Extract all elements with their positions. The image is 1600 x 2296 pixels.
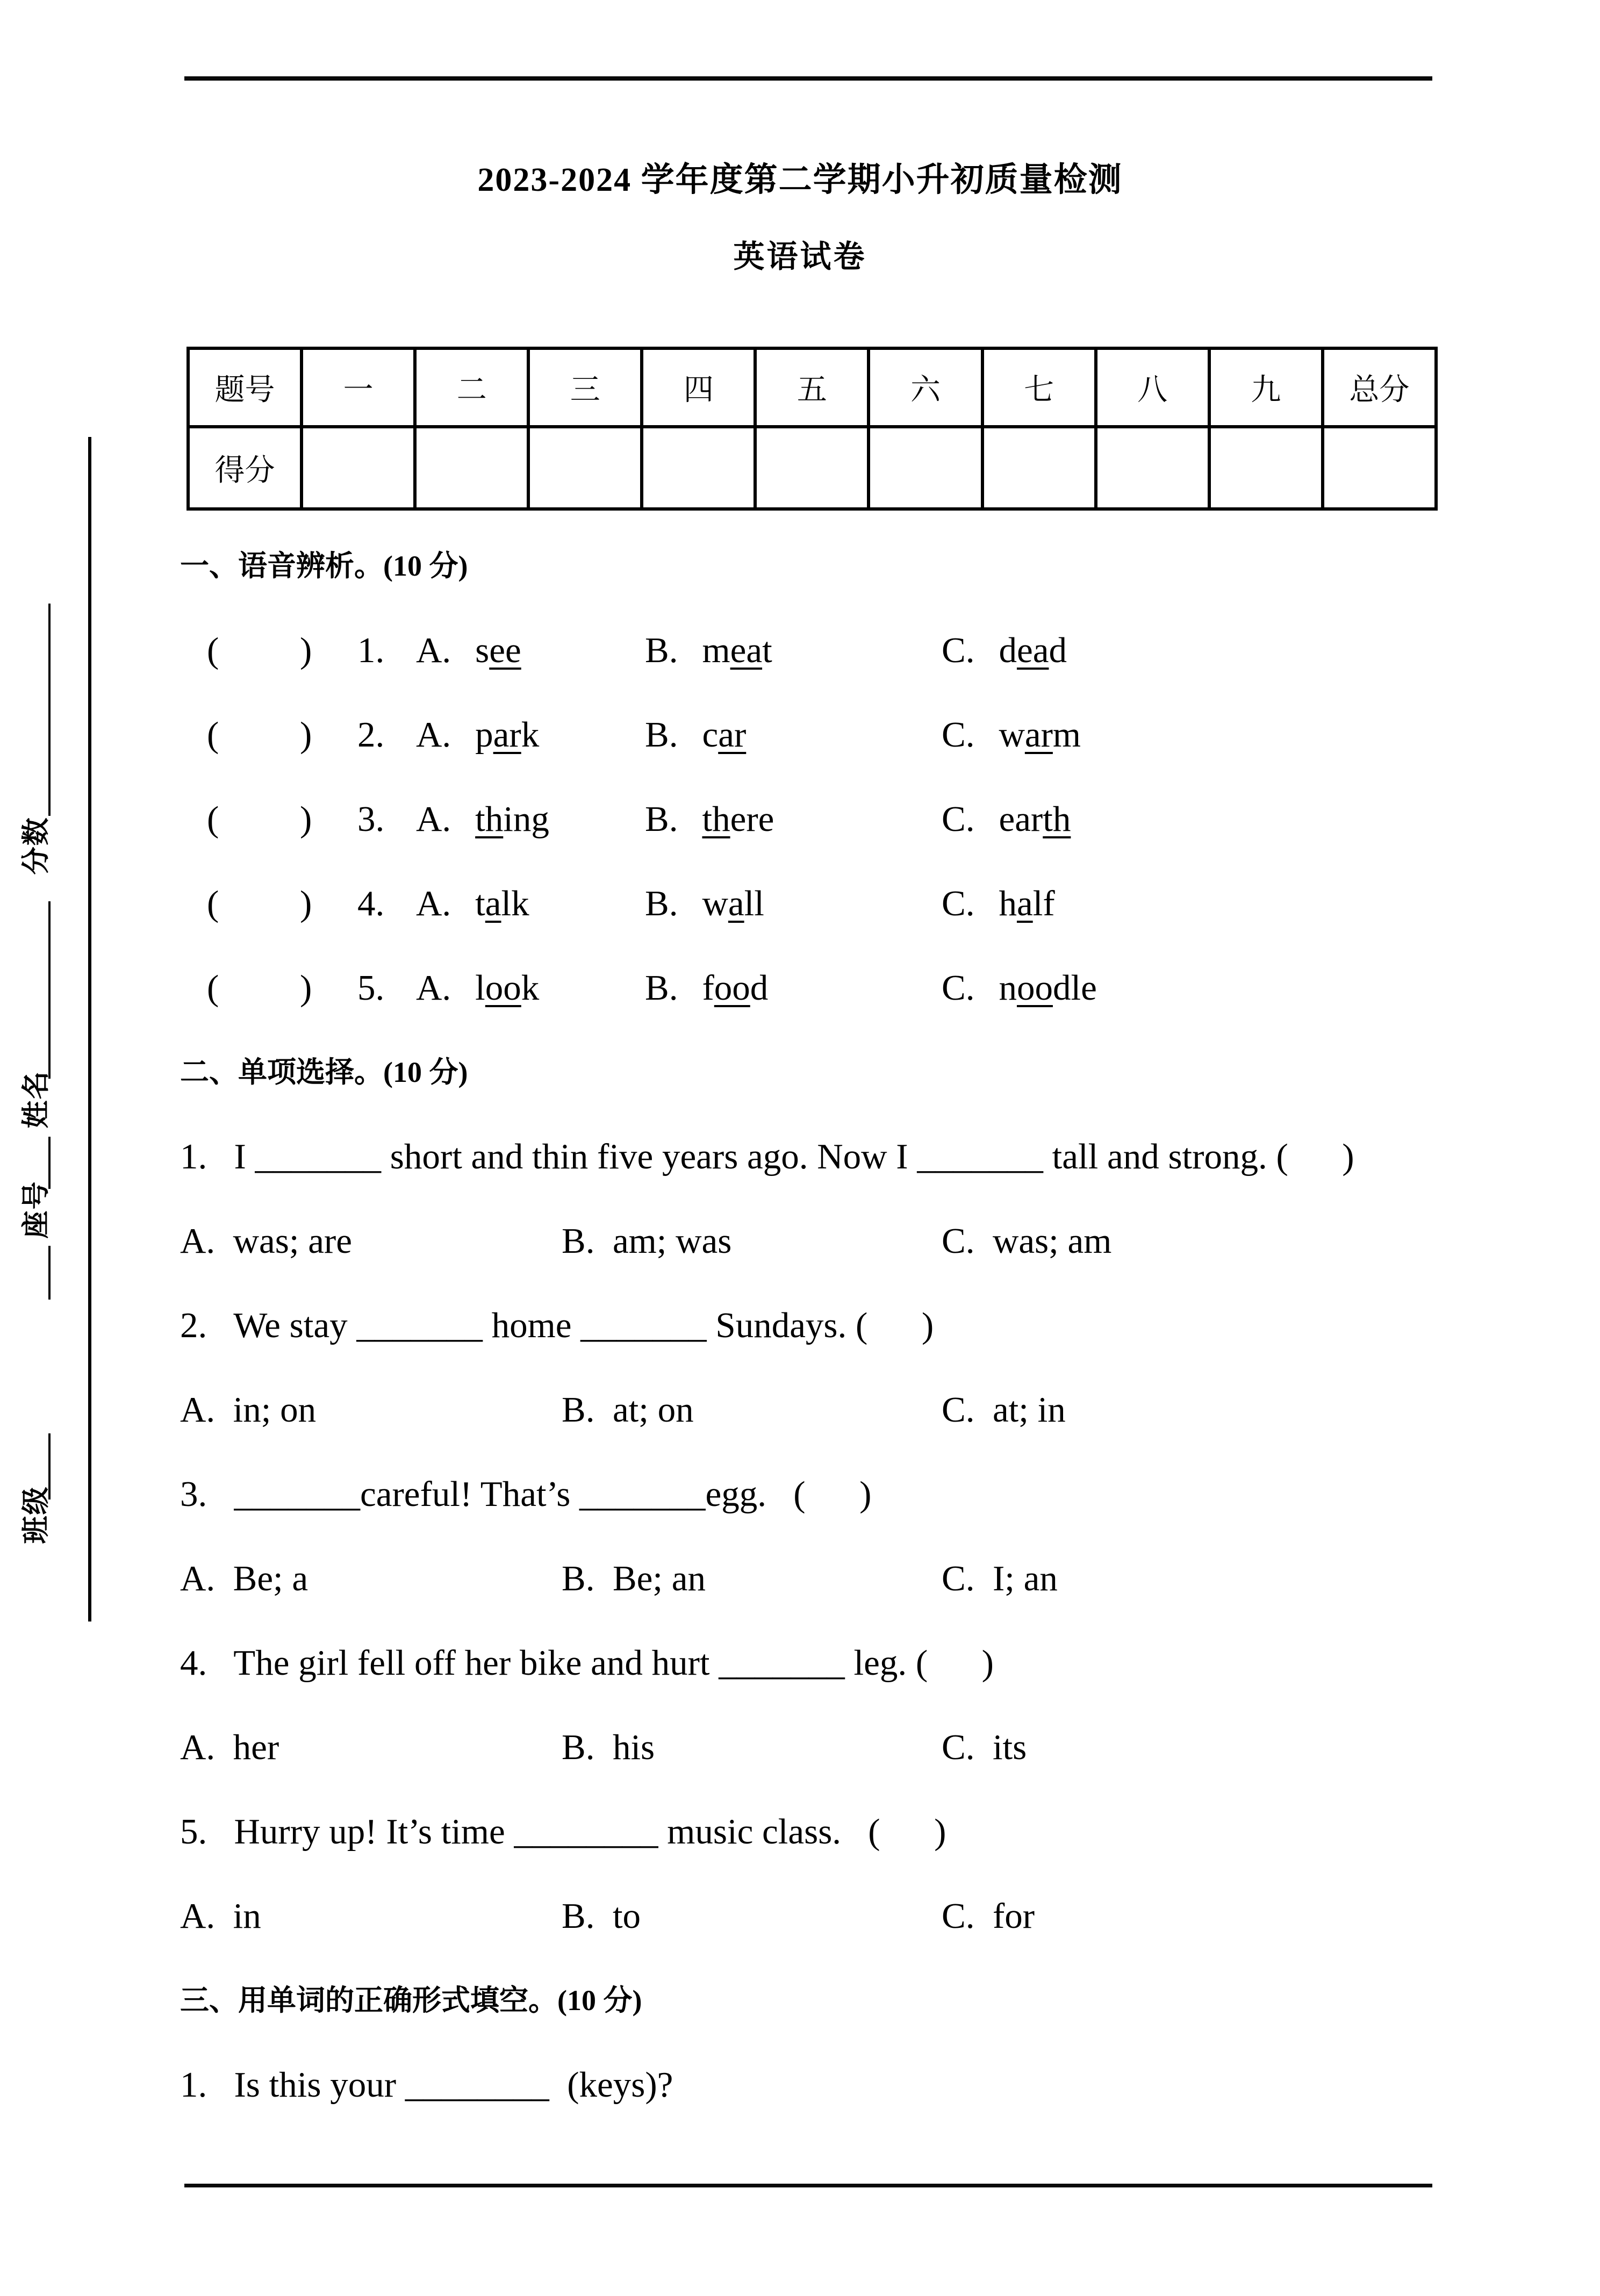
mc-option-b: B. at; on: [562, 1390, 694, 1430]
phonics-option-b: [645, 693, 746, 777]
phonics-option-a: [416, 608, 521, 693]
word-part: f: [702, 968, 714, 1008]
phonics-row-2: [180, 693, 1470, 777]
option-label: B.: [645, 799, 678, 839]
phonics-option-c: [942, 862, 1055, 946]
mc-option-b: B. his: [562, 1727, 655, 1767]
seal-blank-line: [48, 1246, 51, 1300]
score-table-header-cell: 三: [528, 348, 642, 427]
option-word: [475, 968, 539, 1008]
option-label: B.: [645, 630, 678, 670]
answer-paren: ( ): [207, 799, 312, 839]
seal-label-seat: [4, 1177, 62, 1242]
score-empty-cell: [1323, 427, 1436, 509]
word-part: w: [702, 884, 728, 923]
mc-option-c: C. its: [942, 1727, 1027, 1767]
score-empty-cell: [1096, 427, 1209, 509]
option-label: B.: [645, 715, 678, 755]
score-empty-cell: [528, 427, 642, 509]
word-part: d: [750, 968, 769, 1008]
seal-label-score-text: 分数: [20, 816, 52, 875]
underlined-letters: oo: [1016, 968, 1053, 1008]
question-number: 4.: [357, 884, 385, 923]
mc-options-4: [180, 1705, 1470, 1790]
score-empty-cell: [755, 427, 869, 509]
score-table-score-row: [188, 427, 1436, 509]
score-table-corner-cell: 题号: [188, 348, 302, 427]
exam-content: [180, 524, 1470, 2127]
option-word: [702, 630, 772, 670]
word-part: d: [1049, 630, 1067, 670]
top-rule: [184, 76, 1432, 81]
word-part: w: [999, 715, 1025, 755]
option-label: A.: [416, 715, 451, 755]
score-table-header-cell: 总分: [1323, 348, 1436, 427]
word-part: h: [999, 884, 1017, 923]
option-word: [475, 715, 539, 755]
mc-option-c: C. was; am: [942, 1221, 1112, 1261]
underlined-letters: a: [1016, 884, 1033, 923]
option-word: [999, 630, 1066, 670]
seal-label-class-text: 班级: [20, 1485, 52, 1544]
word-part: ing: [503, 799, 549, 839]
word-part: d: [999, 630, 1017, 670]
option-word: [999, 968, 1096, 1008]
score-empty-cell: [642, 427, 755, 509]
answer-paren: ( ): [207, 884, 312, 923]
option-label: C.: [942, 715, 975, 755]
underlined-letters: a: [728, 884, 744, 923]
question-number: 5.: [357, 968, 385, 1008]
seal-label-class: [4, 1482, 62, 1547]
question-number: 1.: [357, 630, 385, 670]
phonics-option-a: [416, 693, 539, 777]
seal-label-score: [4, 813, 62, 878]
mc-options-1: [180, 1199, 1470, 1283]
word-part: k: [521, 715, 540, 755]
option-word: [999, 884, 1054, 923]
word-part: ll: [744, 884, 764, 923]
option-word: [475, 884, 529, 923]
section1-heading: 一、语音辨析。(10 分): [180, 550, 468, 582]
mc-options-3: [180, 1537, 1470, 1621]
page-title: 2023-2024 学年度第二学期小升初质量检测: [477, 162, 1123, 198]
word-part: ear: [999, 799, 1043, 839]
seal-blank-line: [48, 604, 51, 816]
word-part: k: [521, 968, 540, 1008]
word-part: p: [475, 715, 493, 755]
seal-label-name-text: 姓名: [20, 1070, 52, 1129]
option-word: [702, 884, 764, 923]
mc-option-c: C. I; an: [942, 1559, 1058, 1598]
score-table-header-cell: 六: [869, 348, 982, 427]
mc-question-1: 1. I _______ short and thin five years ago. Now I _______ tall and strong. ( ): [180, 1137, 1354, 1176]
bottom-rule: [184, 2184, 1432, 2187]
option-label: A.: [416, 630, 451, 670]
mc-option-a: A. in: [180, 1896, 261, 1936]
underlined-letters: oo: [485, 968, 521, 1008]
underlined-letters: ar: [718, 715, 747, 755]
option-word: [999, 715, 1081, 755]
question-number: 3.: [357, 799, 385, 839]
mc-options-5: [180, 1874, 1470, 1958]
underlined-letters: ea: [1016, 630, 1049, 670]
word-part: lf: [1032, 884, 1055, 923]
word-part: l: [475, 968, 485, 1008]
score-empty-cell: [415, 427, 528, 509]
score-table-header-cell: 一: [302, 348, 415, 427]
phonics-option-c: [942, 608, 1067, 693]
mc-question-3: 3. _______careful! That’s _______egg. ( ): [180, 1474, 872, 1514]
score-table-header-cell: 九: [1209, 348, 1323, 427]
option-label: A.: [416, 884, 451, 923]
underlined-letters: ar: [1024, 715, 1053, 755]
mc-option-c: C. at; in: [942, 1390, 1066, 1430]
option-label: A.: [416, 968, 451, 1008]
score-table: [186, 347, 1438, 511]
option-word: [702, 968, 768, 1008]
option-word: [702, 715, 746, 755]
word-part: n: [999, 968, 1017, 1008]
score-empty-cell: [1209, 427, 1323, 509]
word-part: t: [762, 630, 772, 670]
option-word: [475, 630, 521, 670]
answer-paren: ( ): [207, 715, 312, 755]
underlined-letters: th: [702, 799, 730, 839]
phonics-option-c: [942, 946, 1097, 1030]
phonics-option-a: [416, 777, 549, 862]
section2-heading: 二、单项选择。(10 分): [180, 1056, 468, 1088]
mc-question-5: 5. Hurry up! It’s time ________ music class. ( ): [180, 1812, 946, 1852]
mc-option-a: A. was; are: [180, 1221, 352, 1261]
score-table-header-cell: 五: [755, 348, 869, 427]
option-word: [702, 799, 774, 839]
answer-paren: ( ): [207, 630, 312, 670]
option-label: B.: [645, 884, 678, 923]
mc-option-b: B. to: [562, 1896, 641, 1936]
seal-line: [88, 437, 91, 1621]
score-empty-cell: [302, 427, 415, 509]
phonics-option-b: [645, 862, 764, 946]
phonics-row-4: [180, 862, 1470, 946]
mc-option-a: A. her: [180, 1727, 279, 1767]
underlined-letters: ea: [730, 630, 763, 670]
mc-question-2: 2. We stay _______ home _______ Sundays. ( ): [180, 1305, 934, 1345]
seal-label-name: [4, 1067, 62, 1131]
phonics-option-b: [645, 946, 768, 1030]
word-part: lk: [501, 884, 529, 923]
underlined-letters: ar: [493, 715, 521, 755]
phonics-option-b: [645, 777, 774, 862]
phonics-option-c: [942, 777, 1071, 862]
phonics-row-5: [180, 946, 1470, 1030]
score-table-header-row: [188, 348, 1436, 427]
option-label: C.: [942, 968, 975, 1008]
underlined-letters: th: [1043, 799, 1071, 839]
phonics-row-1: [180, 608, 1470, 693]
underlined-letters: th: [475, 799, 504, 839]
word-part: m: [702, 630, 730, 670]
phonics-option-a: [416, 946, 539, 1030]
score-row-label-cell: 得分: [188, 427, 302, 509]
option-word: [999, 799, 1071, 839]
score-empty-cell: [982, 427, 1096, 509]
seal-blank-line: [48, 901, 51, 1079]
score-table-header-cell: 四: [642, 348, 755, 427]
option-label: C.: [942, 799, 975, 839]
option-label: C.: [942, 884, 975, 923]
seal-label-seat-text: 座号: [20, 1180, 52, 1239]
underlined-letters: oo: [714, 968, 750, 1008]
mc-option-b: B. Be; an: [562, 1559, 706, 1598]
option-label: B.: [645, 968, 678, 1008]
mc-options-2: [180, 1368, 1470, 1452]
fill-question-1: 1. Is this your ________ (keys)?: [180, 2065, 673, 2105]
score-table-header-cell: 八: [1096, 348, 1209, 427]
mc-option-c: C. for: [942, 1896, 1035, 1936]
underlined-letters: ee: [489, 630, 521, 670]
mc-option-b: B. am; was: [562, 1221, 732, 1261]
underlined-letters: a: [485, 884, 501, 923]
option-word: [475, 799, 549, 839]
word-part: c: [702, 715, 719, 755]
phonics-option-b: [645, 608, 772, 693]
word-part: dle: [1052, 968, 1097, 1008]
option-label: C.: [942, 630, 975, 670]
score-table-header-cell: 七: [982, 348, 1096, 427]
phonics-option-c: [942, 693, 1081, 777]
mc-question-4: 4. The girl fell off her bike and hurt _______ leg. ( ): [180, 1643, 994, 1683]
score-empty-cell: [869, 427, 982, 509]
word-part: s: [475, 630, 490, 670]
answer-paren: ( ): [207, 968, 312, 1008]
score-table-header-cell: 二: [415, 348, 528, 427]
word-part: m: [1052, 715, 1081, 755]
option-label: A.: [416, 799, 451, 839]
word-part: ere: [730, 799, 774, 839]
phonics-option-a: [416, 862, 529, 946]
page-subtitle: 英语试卷: [733, 239, 867, 274]
word-part: t: [475, 884, 485, 923]
mc-option-a: A. in; on: [180, 1390, 317, 1430]
phonics-row-3: [180, 777, 1470, 862]
section3-heading: 三、用单词的正确形式填空。(10 分): [180, 1984, 642, 2017]
question-number: 2.: [357, 715, 385, 755]
mc-option-a: A. Be; a: [180, 1559, 308, 1598]
